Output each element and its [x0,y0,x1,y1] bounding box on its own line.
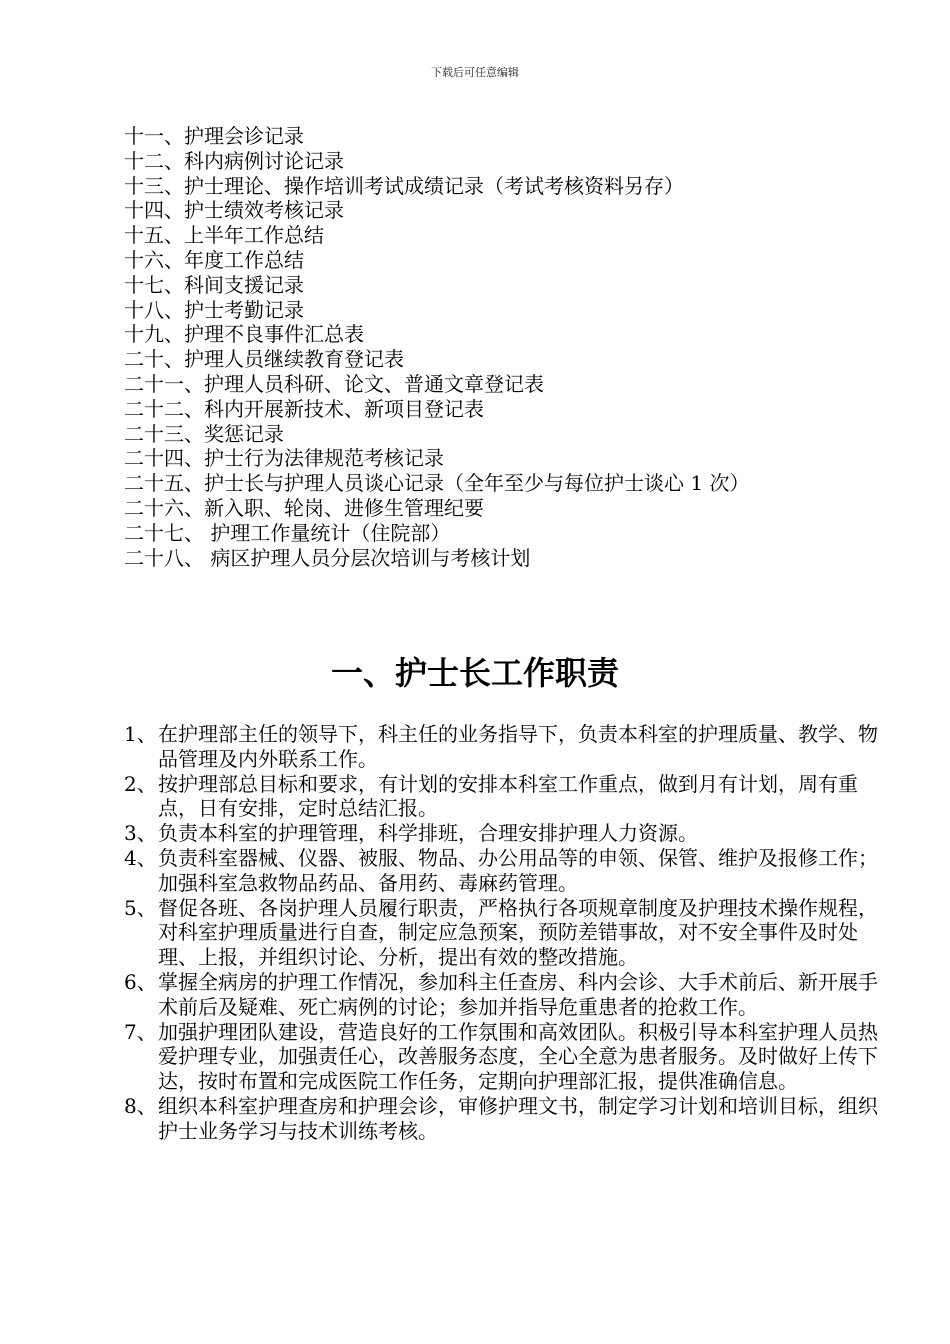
duty-item [124,821,884,846]
duty-text: 组织本科室护理查房和护理会诊，审修护理文书，制定学习计划和培训目标，组织护士业务学习与技术训练考核。 [158,1093,878,1143]
toc-item: 二十、护理人员继续教育登记表 [124,347,404,372]
duty-text: 负责本科室的护理管理，科学排班，合理安排护理人力资源。 [158,821,698,846]
duty-number: 3、 [124,821,157,846]
toc-item: 十七、科间支援记录 [124,272,304,297]
toc-item: 二十四、护士行为法律规范考核记录 [124,446,444,471]
duty-number: 1、 [124,722,157,746]
duty-number: 7、 [124,1019,157,1044]
duty-number: 6、 [124,969,157,994]
duty-text: 按护理部总目标和要求，有计划的安排本科室工作重点，做到月有计划，周有重点，日有安排，定时总结汇报。 [158,771,858,821]
duty-item [124,1094,884,1144]
toc-item: 十九、护理不良事件汇总表 [124,322,364,347]
duty-number: 2、 [124,771,157,796]
toc-item: 二十八、 病区护理人员分层次培训与考核计划 [124,545,531,570]
duty-item [124,772,884,822]
toc-item: 十四、护士绩效考核记录 [124,198,344,223]
page-header: 下载后可任意编辑 [431,66,519,79]
toc-item: 二十一、护理人员科研、论文、普通文章登记表 [124,371,544,396]
table-of-contents [124,124,884,570]
duty-number: 5、 [124,895,157,920]
duty-text: 督促各班、各岗护理人员履行职责，严格执行各项规章制度及护理技术操作规程，对科室护理质量进行自查，制定应急预案，预防差错事故，对不安全事件及时处理、上报，并组织讨论、分析，提出有效的整改措施。 [158,895,878,970]
duty-list [124,722,884,1144]
duty-item [124,846,884,896]
duty-text: 加强护理团队建设，营造良好的工作氛围和高效团队。积极引导本科室护理人员热爱护理专业，加强责任心，改善服务态度，全心全意为患者服务。及时做好上传下达，按时布置和完成医院工作任务，定期向护理部汇报，提供准确信息。 [158,1019,878,1094]
toc-item: 十一、护理会诊记录 [124,124,304,148]
toc-item: 十二、科内病例讨论记录 [124,148,344,173]
toc-item: 二十二、科内开展新技术、新项目登记表 [124,396,484,421]
toc-item: 十八、护士考勤记录 [124,297,304,322]
toc-item: 十五、上半年工作总结 [124,223,324,248]
toc-item: 二十七、 护理工作量统计（住院部） [124,520,451,545]
duty-text: 在护理部主任的领导下，科主任的业务指导下，负责本科室的护理质量、教学、物品管理及内外联系工作。 [158,722,878,771]
duty-item [124,722,884,772]
duty-number: 8、 [124,1093,157,1118]
duty-item [124,1020,884,1094]
duty-number: 4、 [124,845,157,870]
section-title: 一、护士长工作职责 [330,654,619,692]
toc-item: 十三、护士理论、操作培训考试成绩记录（考试考核资料另存） [124,173,684,198]
toc-item: 二十六、新入职、轮岗、进修生管理纪要 [124,495,484,520]
toc-item: 二十三、奖惩记录 [124,421,284,446]
toc-item: 二十五、护士长与护理人员谈心记录（全年至少与每位护士谈心 1 次） [124,471,750,496]
duty-text: 掌握全病房的护理工作情况，参加科主任查房、科内会诊、大手术前后、新开展手术前后及疑难、死亡病例的讨论；参加并指导危重患者的抢救工作。 [158,969,878,1019]
duty-text: 负责科室器械、仪器、被服、物品、办公用品等的申领、保管、维护及报修工作；加强科室急救物品药品、备用药、毒麻药管理。 [158,845,878,895]
duty-item [124,896,884,970]
duty-item [124,970,884,1020]
toc-item: 十六、年度工作总结 [124,247,304,272]
